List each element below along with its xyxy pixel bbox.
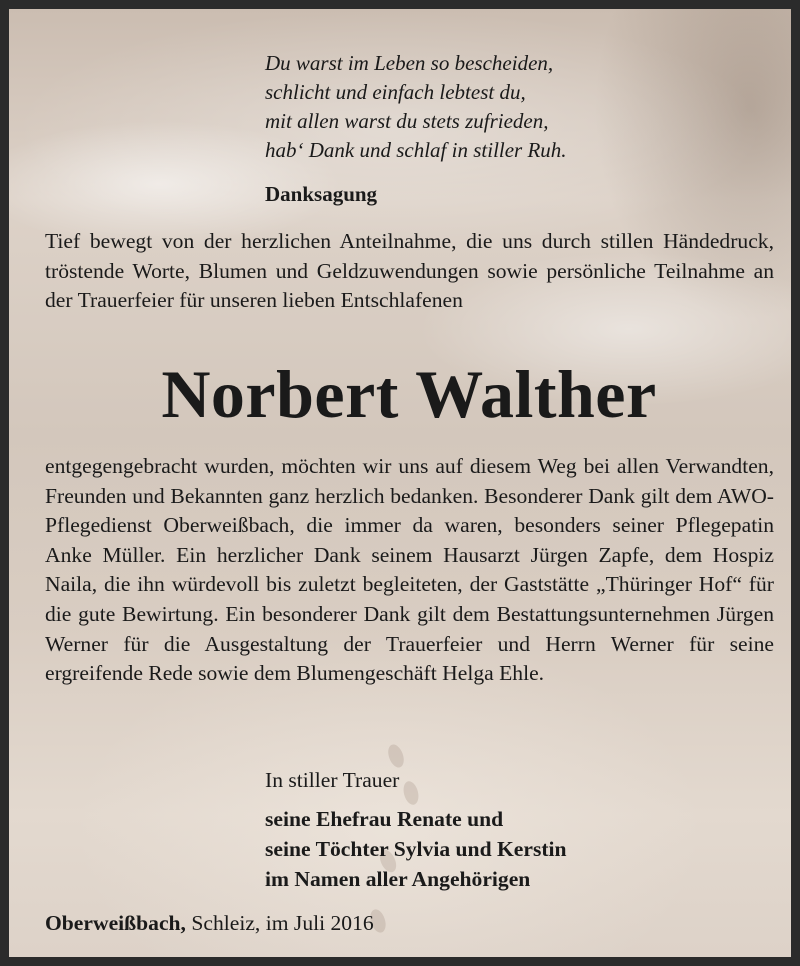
heading: Danksagung <box>265 182 378 206</box>
signer-line: seine Ehefrau Renate und <box>265 807 504 831</box>
place-rest: Schleiz, im Juli 2016 <box>185 911 374 935</box>
thanks-paragraph: entgegengebracht wurden, möchten wir uns auf diesem Weg bei allen Verwandten, Freunden und Bekannten ganz herzlich bedanken. Besonderer Dank gilt dem AWO-Pflegedienst Oberweißbach, die immer da waren, besonders seiner Pflegepatin Anke Müller. Ein herzlicher Dank seinem Hausarzt Jürgen Zapfe, dem Hospiz Naila, die ihn würdevoll bis zuletzt begleiteten, der Gaststätte „Thüringer Hof“ für die gute Bewirtung. Ein besonderer Dank gilt dem Bestattungsunternehmen Jürgen Werner für die Ausgestaltung der Trauerfeier und Herrn Werner für seine ergreifende Rede sowie dem Blumengeschäft Helga Ehle. <box>45 454 774 686</box>
signer-line: im Namen aller Angehörigen <box>265 867 531 891</box>
place-date <box>45 909 374 937</box>
closing-line: In stiller Trauer <box>265 768 400 792</box>
intro-paragraph: Tief bewegt von der herzlichen Anteilnahme, die uns durch stillen Händedruck, tröstende Worte, Blumen und Geldzuwendungen sowie persönliche Teilnahme an der Trauerfeier für unseren lieben Entschlafenen <box>45 229 774 313</box>
poem-line: mit allen warst du stets zufrieden, <box>265 109 549 133</box>
poem <box>265 49 685 165</box>
poem-line: schlicht und einfach lebtest du, <box>265 80 526 104</box>
place-town: Oberweißbach, <box>45 911 186 935</box>
signers <box>265 804 567 894</box>
poem-line: hab‘ Dank und schlaf in stiller Ruh. <box>265 138 567 162</box>
signer-line: seine Töchter Sylvia und Kerstin <box>265 837 567 861</box>
footprint-decoration <box>401 780 421 807</box>
deceased-name: Norbert Walther <box>161 356 657 432</box>
poem-line: Du warst im Leben so bescheiden, <box>265 51 554 75</box>
